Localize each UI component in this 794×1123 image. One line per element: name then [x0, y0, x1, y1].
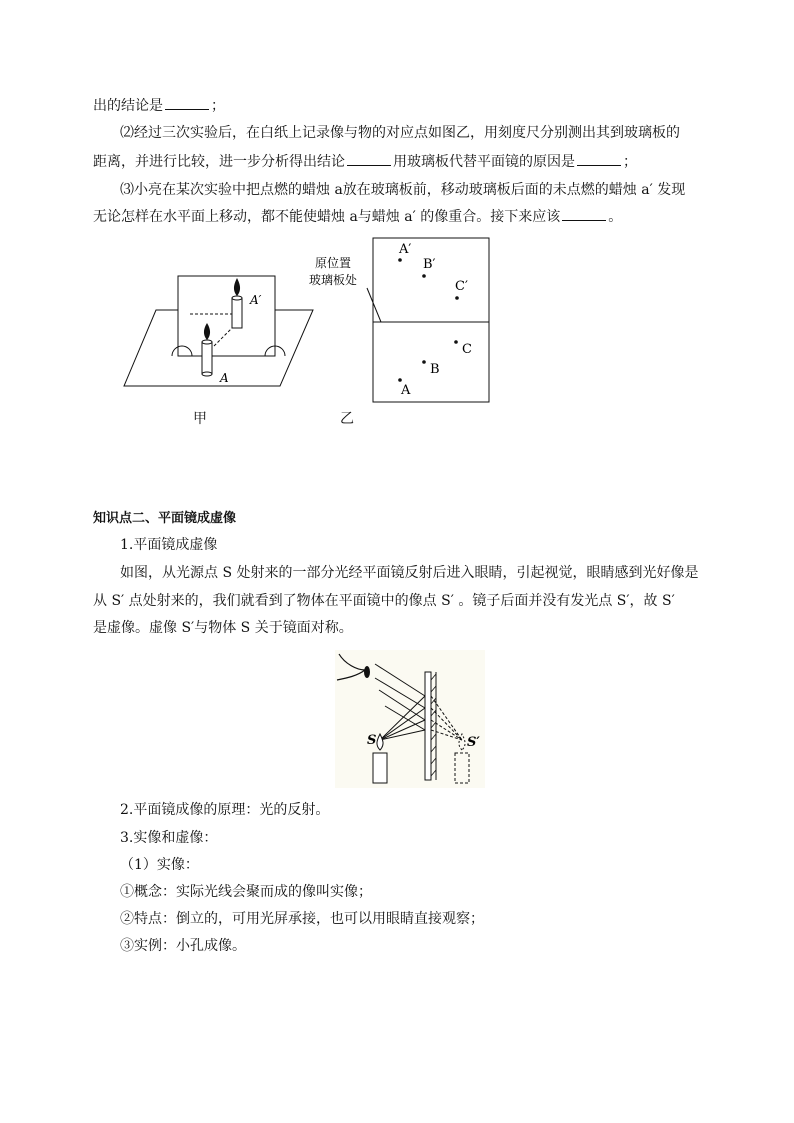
- label-a: A: [220, 371, 229, 385]
- subsection-3: 3.实像和虚像：: [120, 830, 218, 846]
- label-aprime: A′: [250, 293, 262, 307]
- q3-line2-end: 。: [608, 209, 623, 225]
- paragraph-line1: 如图，从光源点 S 处射来的一部分光经平面镜反射后进入眼睛，引起视觉，眼睛感到光好像是: [120, 565, 699, 581]
- caption-jia: 甲: [193, 411, 207, 427]
- q2-line2: [93, 152, 637, 172]
- figure-jia: [120, 268, 320, 393]
- answer-blank[interactable]: [562, 207, 606, 221]
- q2-line1: ⑵经过三次实验后，在白纸上记录像与物的对应点如图乙，用刻度尺分别测出其到玻璃板的: [120, 125, 680, 141]
- answer-blank[interactable]: [165, 96, 209, 110]
- q2-line2-a: 距离，并进行比较，进一步分析得出结论: [93, 154, 345, 170]
- paragraph-line3: 是虚像。虚像 S′与物体 S 关于镜面对称。: [93, 620, 353, 636]
- q1-tail-text: 出的结论是: [93, 98, 163, 114]
- label-cprime: C′: [455, 279, 468, 294]
- real-image-heading: （1）实像：: [120, 857, 199, 873]
- paragraph-line2: 从 S′ 点处射来的，我们就看到了物体在平面镜中的像点 S′ 。镜子后面并没有发光点 S′，故 S′: [93, 593, 675, 609]
- point-bprime: [422, 274, 426, 278]
- figure-mirror: [335, 650, 485, 788]
- list-item: ①概念：实际光线会聚而成的像叫实像；: [120, 884, 372, 900]
- label-a: A: [401, 383, 411, 398]
- q1-tail-end: ；: [211, 98, 225, 114]
- subsection-2: 2.平面镜成像的原理：光的反射。: [120, 802, 330, 818]
- point-c: [454, 340, 458, 344]
- list-item: ③实例：小孔成像。: [120, 938, 246, 954]
- section-heading: 知识点二、平面镜成虚像: [93, 511, 237, 526]
- caption-yi: 乙: [340, 411, 354, 427]
- point-a: [398, 378, 402, 382]
- label-s: S: [367, 733, 377, 748]
- q1-tail-line: [93, 96, 225, 116]
- q3-line2-a: 无论怎样在水平面上移动，都不能使蜡烛 a与蜡烛 a′ 的像重合。接下来应该: [93, 209, 561, 225]
- label-sprime: S′: [467, 735, 480, 750]
- candle-s: [373, 753, 387, 783]
- figure-yi: [305, 236, 495, 404]
- point-cprime: [455, 296, 459, 300]
- annotation-pointer: [367, 288, 381, 322]
- annotation-line1: 原位置: [315, 256, 352, 270]
- label-aprime: A′: [399, 242, 412, 257]
- glass-plate: [178, 276, 275, 356]
- point-aprime: [398, 258, 402, 262]
- candle-a: [202, 342, 212, 374]
- list-item: ②特点：倒立的，可用光屏承接，也可以用眼睛直接观察；: [120, 911, 484, 927]
- q3-line2: [93, 207, 622, 227]
- label-bprime: B′: [423, 257, 436, 272]
- subsection-1: 1.平面镜成虚像: [120, 537, 218, 553]
- candle-aprime: [232, 298, 242, 328]
- answer-blank[interactable]: [577, 152, 621, 166]
- label-c: C: [462, 342, 472, 357]
- q3-line1: ⑶小亮在某次实验中把点燃的蜡烛 a放在玻璃板前，移动玻璃板后面的未点燃的蜡烛 a′ 发现: [120, 182, 686, 198]
- q2-line2-b: 用玻璃板代替平面镜的原因是: [393, 154, 575, 170]
- label-b: B: [430, 362, 440, 377]
- annotation-line2: 玻璃板处: [309, 273, 358, 287]
- point-b: [422, 360, 426, 364]
- q2-line2-end: ；: [623, 154, 637, 170]
- answer-blank[interactable]: [347, 152, 391, 166]
- plane-mirror: [425, 672, 431, 780]
